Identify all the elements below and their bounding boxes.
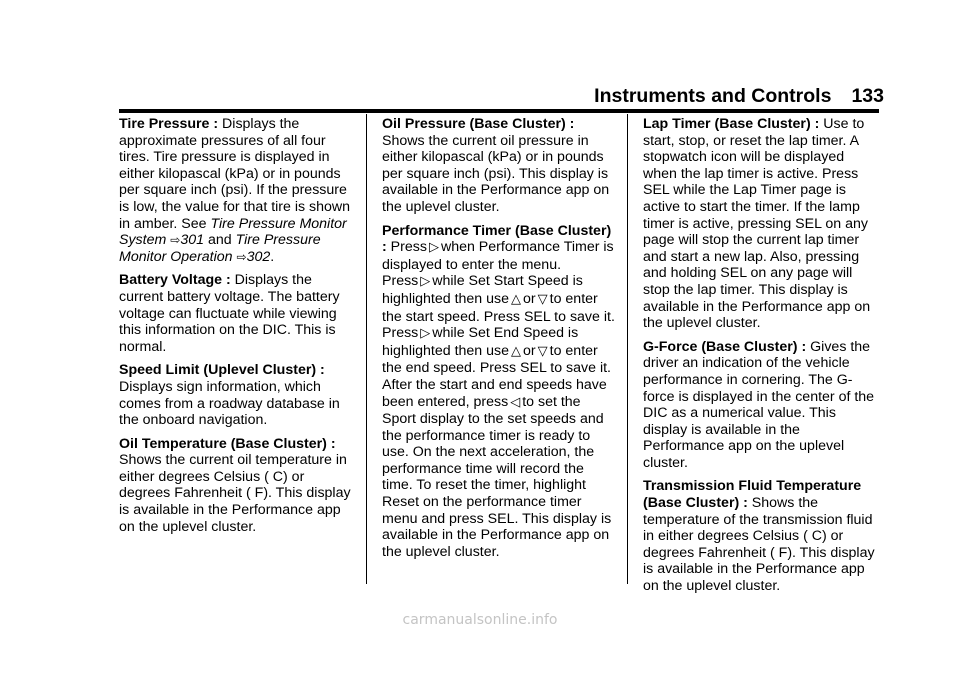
column-divider-2 [627, 114, 628, 584]
tire-pressure-monitor-operation-link[interactable]: Tire Pressure Monitor Operation [119, 232, 321, 265]
column-3 [643, 116, 881, 602]
section-title: Instruments and Controls [594, 85, 832, 107]
performance-timer-text-1: Press [386, 239, 427, 256]
left-arrow-icon: ◁ [510, 394, 521, 410]
column-2 [382, 116, 617, 567]
lap-timer-label: Lap Timer (Base Cluster) : [643, 116, 820, 132]
transmission-fluid-text: Shows the temperature of the transmission fluid in either degrees Celsius ( C) or degrees Fahrenheit ( F). This display is available in the Performance app on the uplevel cluster. [643, 495, 875, 595]
oil-temperature-text: Shows the current oil temperature in either degrees Celsius ( C) or degrees Fahrenheit ( F). This display is available in the Performance app on the uplevel cluster. [119, 452, 351, 535]
speed-limit-paragraph [119, 362, 357, 428]
page-number: 133 [851, 85, 884, 107]
column-1 [119, 116, 357, 542]
battery-voltage-label: Battery Voltage : [119, 272, 231, 289]
page-ref-302[interactable]: 302 [246, 248, 271, 265]
watermark: carmanualsonline.info [402, 612, 558, 628]
oil-pressure-label: Oil Pressure (Base Cluster) : [382, 116, 575, 132]
oil-pressure-paragraph [382, 116, 617, 216]
performance-timer-text-3: while Set Start Speed is highlighted then use [382, 273, 583, 307]
tire-pressure-text: Displays the approximate pressures of all four tires. Tire pressure is displayed in either kilopascal (kPa) or in pounds per square inch (psi). If the pressure is low, the value for that tire is shown in amber. See [119, 116, 351, 232]
performance-timer-text-7: or [523, 342, 536, 359]
g-force-text: Gives the driver an indication of the vehicle performance in cornering. The G-force is displayed in the center of the DIC as a numerical value. This display is available in the Performance app on the uplevel cluster. [643, 338, 875, 471]
battery-voltage-text: Displays the current battery voltage. The battery voltage can fluctuate while viewing this information on the DIC. This is normal. [119, 272, 340, 355]
performance-timer-paragraph [382, 223, 617, 561]
right-arrow-icon: ▷ [428, 240, 439, 256]
performance-timer-text-4: or [523, 290, 536, 307]
page-ref-icon: ⇨ [170, 233, 181, 248]
speed-limit-text: Displays sign information, which comes from a roadway database in the onboard navigation. [119, 378, 340, 429]
page-header [0, 80, 884, 112]
tire-pressure-paragraph: Tire Pressure : Displays the approximate pressures of all four tires. Tire pressure is displayed in either kilopascal (kPa) or in pounds per square inch (psi). If the pressure is low, the value for that tire is shown in amber. See Tire Pressure Monitor System ⇨301 and Tire Pressure Monitor Operation ⇨302. [119, 116, 351, 265]
g-force-paragraph [643, 339, 881, 472]
oil-temperature-label: Oil Temperature (Base Cluster) : [119, 435, 336, 452]
g-force-label: G-Force (Base Cluster) : [643, 338, 807, 355]
lap-timer-paragraph [643, 116, 881, 332]
oil-pressure-text: Shows the current oil pressure in either kilopascal (kPa) or in pounds per square inch (psi). This display is available in the Performance app on the uplevel cluster. [382, 132, 610, 215]
speed-limit-label: Speed Limit (Uplevel Cluster) : [119, 362, 325, 379]
up-arrow-icon: △ [511, 343, 522, 359]
page-ref-301[interactable]: 301 [180, 232, 204, 249]
performance-timer-text-5: to enter the start speed. Press SEL to save it. Press [382, 290, 615, 342]
oil-temperature-paragraph [119, 436, 357, 536]
tire-pressure-label: Tire Pressure : [119, 116, 219, 132]
column-divider-1 [366, 114, 367, 584]
right-arrow-icon: ▷ [420, 326, 431, 342]
performance-timer-text-6: while Set End Speed is highlighted then use [382, 325, 579, 359]
page-ref-icon: ⇨ [236, 249, 247, 264]
lap-timer-text: Use to start, stop, or reset the lap timer. A stopwatch icon will be displayed when the lap timer is active. Press SEL while the Lap Timer page is active to start the timer. If the lamp timer is active, pressing SEL on any page will stop the current lap timer and start a new lap. Also, pressing and holding SEL on any page will stop the lap timer. This display is available in the Performance app on the uplevel cluster. [643, 116, 871, 332]
performance-timer-text-8: to enter the end speed. Press SEL to save it. After the start and end speeds have been entered, press [382, 342, 611, 410]
down-arrow-icon: ▽ [537, 343, 548, 359]
header-rule [119, 109, 879, 113]
tire-pressure-monitor-system-link[interactable]: Tire Pressure Monitor System [119, 215, 347, 249]
down-arrow-icon: ▽ [537, 291, 548, 307]
performance-timer-label: Performance Timer (Base Cluster) : [382, 222, 612, 256]
and-text: and [204, 232, 236, 249]
performance-timer-text-9: to set the Sport display to the set speeds and the performance timer is ready to use. On the next acceleration, the performance time will record the time. To reset the timer, highlight Reset on the performance timer menu and press SEL. This display is available in the Performance app on the uplevel cluster. [382, 393, 612, 560]
right-arrow-icon: ▷ [420, 274, 431, 290]
transmission-fluid-label: Transmission Fluid Temperature (Base Cluster) : [643, 478, 862, 512]
performance-timer-text-2: when Performance Timer is displayed to enter the menu. Press [382, 239, 614, 290]
transmission-fluid-paragraph [643, 478, 881, 594]
up-arrow-icon: △ [511, 291, 522, 307]
battery-voltage-paragraph [119, 272, 357, 355]
